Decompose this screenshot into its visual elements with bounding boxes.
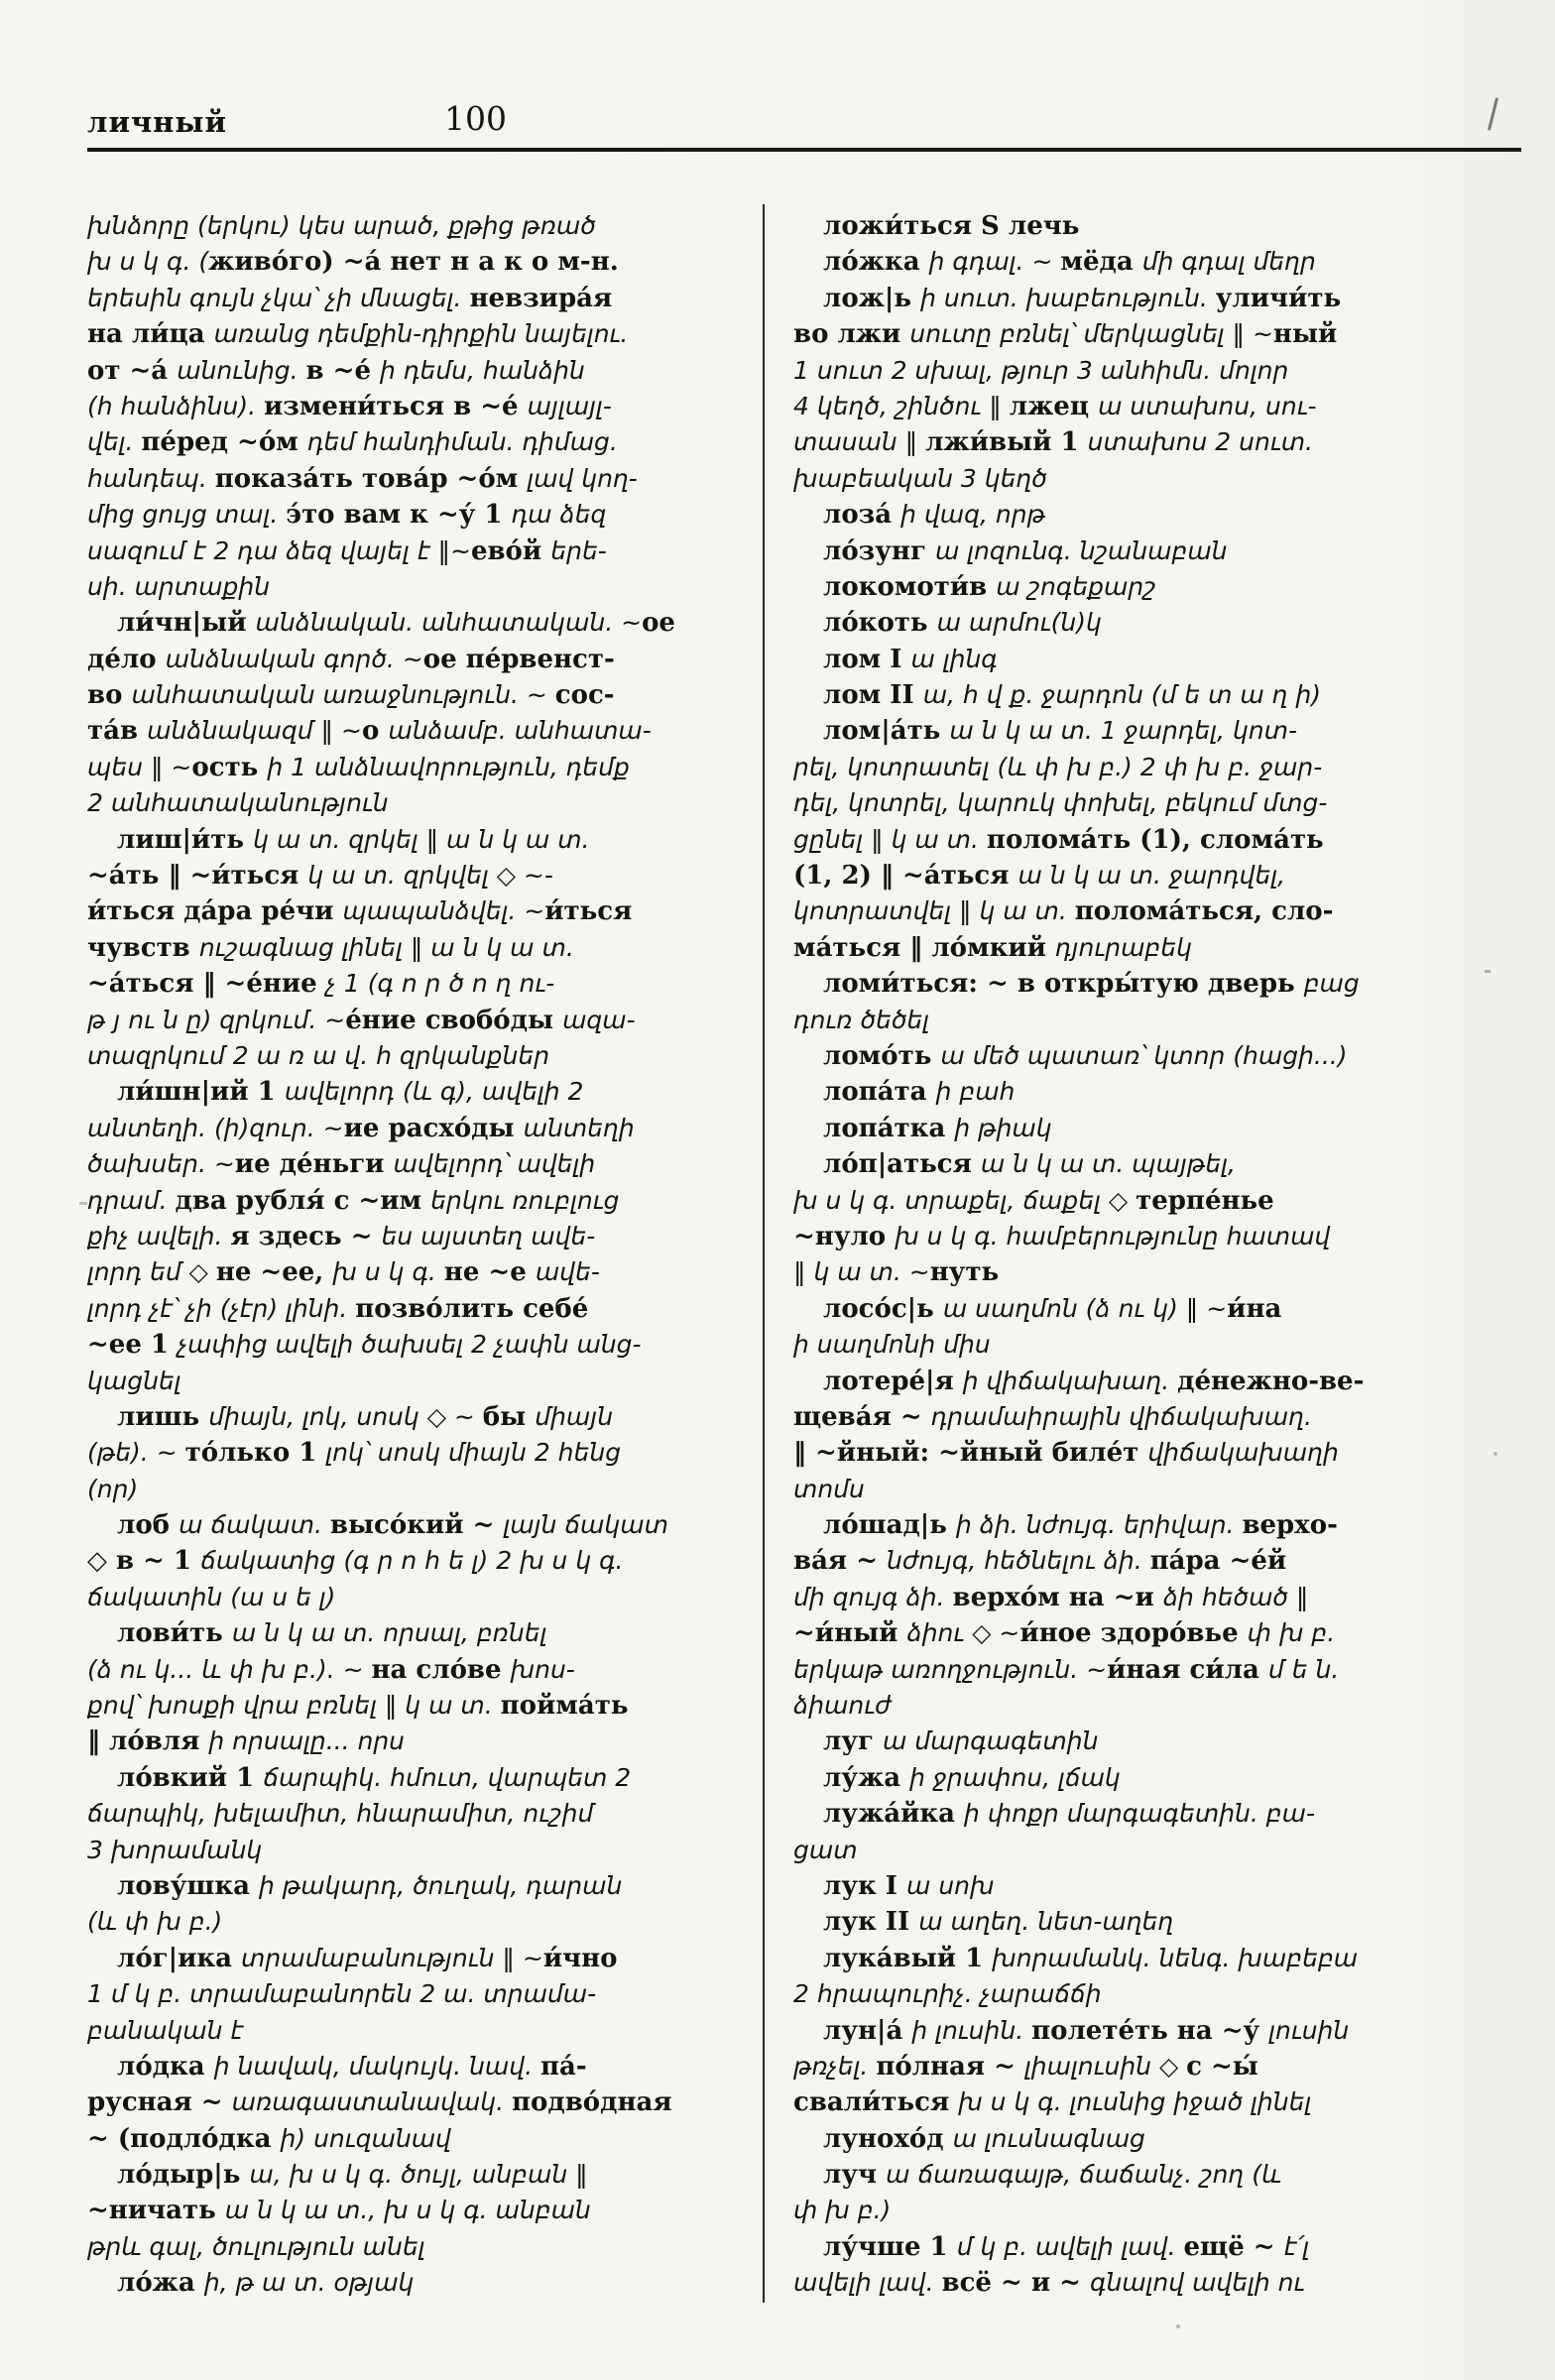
dictionary-line: во անհատական առաջնություն. ~ сос- xyxy=(87,680,615,711)
scan-slash-artifact xyxy=(1488,97,1498,131)
dictionary-line: щева́я ~ դրամաիրային վիճակախաղ. xyxy=(793,1401,1312,1432)
dictionary-line: կացնել xyxy=(87,1366,181,1395)
dictionary-line: (որ) xyxy=(87,1474,139,1503)
dictionary-line: ճակատին (ա ս ե լ) xyxy=(87,1582,336,1611)
header-rule xyxy=(87,148,1521,152)
dictionary-line: ло́дыр|ь ա, խ ս կ գ. ծույլ, անբան ‖ xyxy=(117,2160,588,2191)
dictionary-line: խ ս կ գ. տրաքել, ճաքել ◇ терпе́нье xyxy=(793,1185,1274,1216)
dictionary-line: խ ս կ գ. (живо́го) ~а́ нет н а к о м-н. xyxy=(87,247,619,278)
dictionary-line: лом I ա լինգ xyxy=(823,644,998,674)
dictionary-line: թ յ ու ն ը) զրկում. ~е́ние свобо́ды ազա- xyxy=(87,1005,636,1035)
dictionary-line: и́ться да́ра ре́чи պապանձվել. ~и́ться xyxy=(87,896,633,927)
dictionary-line: ~и́ный ձիու ◇ ~и́ное здоро́вье փ խ բ. xyxy=(793,1618,1336,1649)
dictionary-line: դրամ. два рубля́ с ~им երկու ռուբլուց xyxy=(87,1185,620,1216)
dictionary-line: лунохо́д ա լուսնագնաց xyxy=(823,2123,1145,2154)
dictionary-line: տասան ‖ лжи́вый 1 ստախոս 2 սուտ. xyxy=(793,427,1313,458)
dictionary-line: лужа́йка ի փոքր մարգագետին. բա- xyxy=(823,1799,1315,1830)
dictionary-line: րել, կոտրատել (և փ խ բ.) 2 փ խ բ. ջար- xyxy=(793,752,1323,781)
dictionary-line: на ли́ца առանց դեմքին-դիրքին նայելու. xyxy=(87,319,629,350)
dictionary-line: լորդ չէ՝ չի (չէր) լինի. позво́лить себе́ xyxy=(87,1293,589,1324)
dictionary-line: ло́вкий 1 ճարպիկ. հմուտ, վարպետ 2 xyxy=(117,1762,632,1793)
dictionary-line: лу́чше 1 մ կ բ. ավելի լավ. ещё ~ է՛լ xyxy=(823,2231,1310,2262)
dictionary-line: (և փ խ բ.) xyxy=(87,1907,223,1937)
dictionary-line: ~ничать ա ն կ ա տ., խ ս կ գ. անբան xyxy=(87,2196,591,2226)
dictionary-line: ва́я ~ նժույգ, հեծնելու ձի. па́ра ~е́й xyxy=(793,1546,1287,1577)
dictionary-line: лишь միայն, լոկ, սոսկ ◇ ~ бы միայն xyxy=(117,1401,614,1432)
page-number: 100 xyxy=(444,99,507,138)
dictionary-line: 2 անհատականություն xyxy=(87,788,389,818)
column-left xyxy=(87,208,754,2320)
dictionary-line: лиш|и́ть կ ա տ. զրկել ‖ ա ն կ ա տ. xyxy=(117,824,590,855)
dictionary-line: (հ հանձինս). измени́ться в ~е́ այլայլ- xyxy=(87,391,612,421)
dictionary-line: свали́ться խ ս կ գ. լուսնից իջած լինել xyxy=(793,2087,1312,2118)
dictionary-line: լորդ եմ ◇ не ~ее, խ ս կ գ. не ~е ավե- xyxy=(87,1257,600,1288)
dictionary-line: ավելի լավ. всё ~ и ~ գնալով ավելի ու xyxy=(793,2268,1305,2299)
dictionary-line: տազրկում 2 ա ռ ա վ. հ զրկանքներ xyxy=(87,1040,550,1070)
dictionary-line: де́ло անձնական գործ. ~ое пе́рвенст- xyxy=(87,644,615,674)
dictionary-line: ломо́ть ա մեծ պատառ՝ կտոր (հացի...) xyxy=(823,1040,1348,1071)
dictionary-line: ‖ կ ա տ. ~нуть xyxy=(793,1257,1000,1288)
dictionary-line: ~а́ть ‖ ~и́ться կ ա տ. զրկվել ◇ ~- xyxy=(87,861,553,892)
dictionary-line: ло́жка ի գդալ. ~ мёда մի գդալ մեղր xyxy=(823,247,1316,278)
dictionary-line: դել, կոտրել, կարուկ փոխել, բեկում մտց- xyxy=(793,788,1328,818)
dictionary-line: лу́жа ի ջրափոս, լճակ xyxy=(823,1762,1121,1793)
dictionary-line: 4 կեղծ, շինծու ‖ лжец ա ստախոս, սու- xyxy=(793,391,1317,421)
dictionary-line: от ~а́ անունից. в ~е́ ի դեմս, հանձին xyxy=(87,355,585,386)
dictionary-line: բանական է xyxy=(87,2015,244,2045)
dictionary-line: ло́г|ика տրամաբանություն ‖ ~и́чно xyxy=(117,1943,618,1973)
dictionary-line: лови́ть ա ն կ ա տ. որսալ, բռնել xyxy=(117,1618,547,1649)
dictionary-line: лоза́ ի վազ, որթ xyxy=(823,500,1046,531)
column-right xyxy=(793,208,1499,2320)
dictionary-line: սազում է 2 դա ձեզ վայել է ‖~ево́й երե- xyxy=(87,536,607,566)
dictionary-line: та́в անձնակազմ ‖ ~о անձամբ. անհատա- xyxy=(87,716,652,747)
dictionary-line: պես ‖ ~ость ի 1 անձնավորություն, դեմք xyxy=(87,752,630,782)
scan-speck-artifact xyxy=(1176,2324,1180,2328)
dictionary-line: տոմս xyxy=(793,1474,865,1503)
dictionary-line: во лжи սուտը բռնել՝ մերկացնել ‖ ~ный xyxy=(793,319,1338,350)
dictionary-line: лом II ա, հ վ ք. ջարդոն (մ ե տ ա ղ ի) xyxy=(823,680,1322,711)
scan-speck-artifact xyxy=(1485,970,1491,973)
running-head: личный xyxy=(87,105,227,139)
dictionary-line: ли́шн|ий 1 ավելորդ (և գ), ավելի 2 xyxy=(117,1077,584,1108)
dictionary-line: երեսին գույն չկա՝ չի մնացել. невзира́я xyxy=(87,283,613,313)
dictionary-line: ցընել ‖ կ ա տ. полома́ть (1), слома́ть xyxy=(793,824,1324,855)
dictionary-line: ~ (подло́дка ի) սուզանավ xyxy=(87,2123,451,2154)
dictionary-line: ли́чн|ый անձնական. անհատական. ~ое xyxy=(117,608,675,639)
dictionary-line: 1 մ կ բ. տրամաբանորեն 2 ա. տրամա- xyxy=(87,1979,597,2009)
dictionary-line: ծախսեր. ~ие де́ньги ավելորդ՝ ավելի xyxy=(87,1149,596,1180)
dictionary-line: (ձ ու կ... և փ խ բ.). ~ на сло́ве խոս- xyxy=(87,1654,575,1685)
dictionary-line: чувств ուշագնաց լինել ‖ ա ն կ ա տ. xyxy=(87,932,574,963)
dictionary-line: лотере́|я ի վիճակախաղ. де́нежно-ве- xyxy=(823,1366,1365,1396)
dictionary-line: 3 խորամանկ xyxy=(87,1835,263,1864)
dictionary-line: лову́шка ի թակարդ, ծուղակ, դարան xyxy=(117,1870,623,1901)
dictionary-line: лопа́та ի բահ xyxy=(823,1077,1016,1108)
dictionary-line: ма́ться ‖ ло́мкий դյուրաբեկ xyxy=(793,932,1192,963)
dictionary-line: ло́жа ի, թ ա տ. օթյակ xyxy=(117,2268,415,2299)
dictionary-line: ‖ ло́вля ի որսալը... որս xyxy=(87,1726,406,1757)
dictionary-line: ցատ xyxy=(793,1835,858,1864)
dictionary-line: վել. пе́ред ~о́м դեմ հանդիման. դիմաց. xyxy=(87,427,618,458)
dictionary-line: лук I ա սոխ xyxy=(823,1870,995,1901)
column-divider xyxy=(763,204,765,2303)
dictionary-line: лука́вый 1 խորամանկ. նենգ. խաբեբա xyxy=(823,1943,1359,1973)
dictionary-line: лоб ա ճակատ. высо́кий ~ լայն ճակատ xyxy=(117,1510,668,1541)
dictionary-line: մից ցույց տալ. э́то вам к ~у́ 1 դա ձեզ xyxy=(87,500,607,531)
dictionary-line: մի զույգ ձի. верхо́м на ~и ձի հեծած ‖ xyxy=(793,1582,1309,1612)
dictionary-line: (1, 2) ‖ ~а́ться ա ն կ ա տ. ջարդվել, xyxy=(793,861,1286,892)
dictionary-line: 2 հրապուրիչ. չարաճճի xyxy=(793,1979,1102,2009)
dictionary-line: քիչ ավելի. я здесь ~ ես այստեղ ավե- xyxy=(87,1221,596,1251)
dictionary-line: локомоти́в ա շոգեքարշ xyxy=(823,571,1156,602)
dictionary-line: лосо́с|ь ա սաղմոն (ձ ու կ) ‖ ~и́на xyxy=(823,1293,1282,1324)
dictionary-line: անտեղի. (ի)զուր. ~ие расхо́ды անտեղի xyxy=(87,1113,635,1143)
dictionary-line: սի. արտաքին xyxy=(87,571,271,601)
dictionary-line: հանդեպ. показа́ть това́р ~о́м լավ կող- xyxy=(87,463,638,494)
dictionary-line: կոտրատվել ‖ կ ա տ. полома́ться, сло- xyxy=(793,896,1334,927)
scan-speck-artifact xyxy=(1494,1452,1497,1456)
dictionary-line: ~нуло խ ս կ գ. համբերությունը հատավ xyxy=(793,1221,1331,1251)
dictionary-line: 1 սուտ 2 սխալ, թյուր 3 անհիմն. մոլոր xyxy=(793,355,1289,385)
dictionary-line: луч ա ճառագայթ, ճաճանչ. շող (և xyxy=(823,2160,1282,2191)
dictionary-line: ложи́ться S лечь xyxy=(823,211,1080,241)
dictionary-line: ձիաուժ xyxy=(793,1691,892,1721)
dictionary-line: ло́зунг ա լոզունգ. նշանաբան xyxy=(823,536,1228,566)
dictionary-line: ломи́ться: ~ в откры́тую дверь բաց xyxy=(823,969,1360,1000)
scan-speck-artifact xyxy=(79,1202,87,1205)
dictionary-line: луг ա մարգագետին xyxy=(823,1726,1099,1757)
dictionary-line: ло́шад|ь ի ձի. նժույգ. երիվար. верхо- xyxy=(823,1510,1338,1541)
dictionary-line: դուռ ծեծել xyxy=(793,1005,930,1034)
dictionary-line: ~а́ться ‖ ~е́ние չ 1 (գ ո ր ծ ո ղ ու- xyxy=(87,969,555,1000)
dictionary-line: ло́дка ի նավակ, մակույկ. նավ. па́- xyxy=(117,2051,587,2082)
dictionary-line: թռչել. по́лная ~ լիալուսին ◇ с ~ы́ xyxy=(793,2051,1258,2082)
dictionary-line: лож|ь ի սուտ. խաբեություն. уличи́ть xyxy=(823,283,1342,313)
dictionary-line: лом|а́ть ա ն կ ա տ. 1 ջարդել, կոտ- xyxy=(823,716,1297,747)
dictionary-line: лун|а́ ի լուսին. полете́ть на ~у́ լուսին xyxy=(823,2015,1350,2046)
dictionary-line: ло́п|аться ա ն կ ա տ. պայթել, xyxy=(823,1149,1236,1180)
dictionary-line: ◇ в ~ 1 ճակատից (գ ր ո հ ե լ) 2 խ ս կ գ. xyxy=(87,1546,624,1577)
dictionary-line: խնձորը (երկու) կես արած, քթից թռած xyxy=(87,211,596,240)
dictionary-line: (թե). ~ то́лько 1 լոկ՝ սոսկ միայն 2 հենց xyxy=(87,1438,622,1469)
dictionary-line: лопа́тка ի թիակ xyxy=(823,1113,1052,1143)
dictionary-line: ‖ ~йный: ~йный биле́т վիճակախաղի xyxy=(793,1438,1339,1469)
dictionary-line: խաբեական 3 կեղծ xyxy=(793,463,1047,493)
dictionary-line: ճարպիկ, խելամիտ, հնարամիտ, ուշիմ xyxy=(87,1799,594,1829)
dictionary-line: ~ее 1 չափից ավելի ծախսել 2 չափն անց- xyxy=(87,1330,642,1361)
dictionary-line: ի սաղմոնի միս xyxy=(793,1330,991,1360)
dictionary-line: փ խ բ.) xyxy=(793,2196,892,2225)
dictionary-line: лук II ա աղեղ. նետ-աղեղ xyxy=(823,1907,1174,1938)
dictionary-line: русная ~ առագաստանավակ. подво́дная xyxy=(87,2087,672,2118)
dictionary-line: քով՝ խոսքի վրա բռնել ‖ կ ա տ. пойма́ть xyxy=(87,1691,629,1722)
dictionary-line: ло́коть ա արմու(ն)կ xyxy=(823,608,1102,639)
dictionary-line: երկաթ առողջություն. ~и́ная си́ла մ ե ն. xyxy=(793,1654,1340,1685)
dictionary-line: թրև գալ, ծուլություն անել xyxy=(87,2231,425,2261)
